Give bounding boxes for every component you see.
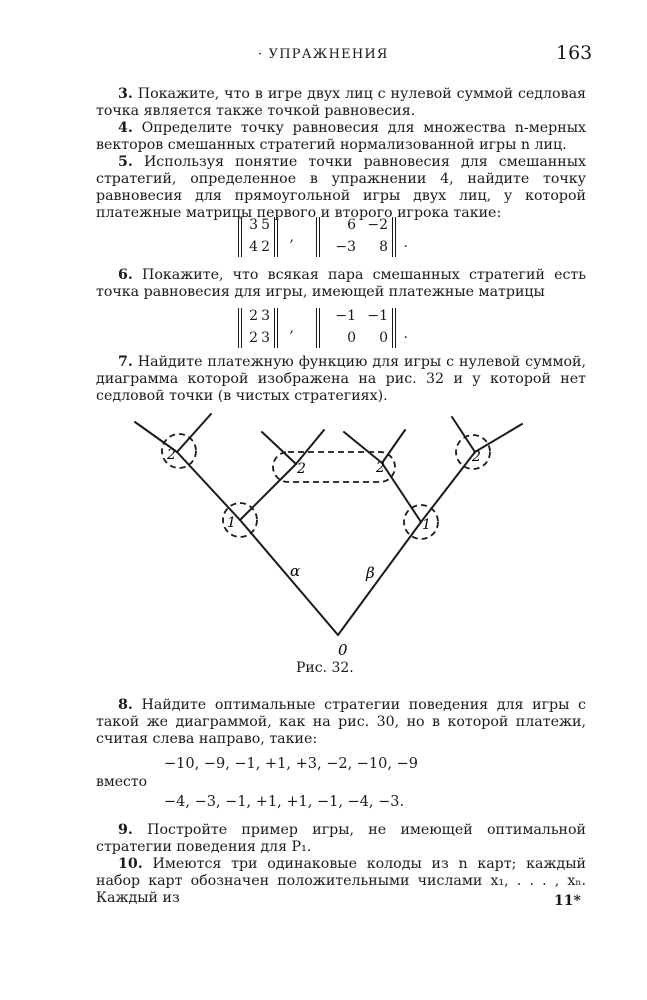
leaf-edge-3 xyxy=(262,432,296,464)
inner-left-label: 2 xyxy=(297,461,306,477)
exercise-4: 4. Определите точку равновесия для множества n-мерных векторов смешанных стратегий нормализованной игры n лиц. xyxy=(96,120,586,153)
inner-right-label: 2 xyxy=(376,460,385,476)
leaf-edge-4 xyxy=(296,430,324,464)
edge-alpha xyxy=(240,520,338,635)
exercises-9-10 xyxy=(96,822,586,907)
exercise-10: 10. Имеются три одинаковые колоды из n карт; каждый набор карт обозначен положительными числами x₁, . . . , xₙ. Каждый из xyxy=(96,856,586,906)
running-header: · УПРАЖНЕНИЯ xyxy=(258,47,389,62)
edge-beta xyxy=(338,522,421,635)
exercise-6: 6. Покажите, что всякая пара смешанных стратегий есть точка равновесия для игры, имеющей платежные матрицы xyxy=(96,267,586,300)
edge-right-outer xyxy=(421,452,475,522)
edge-right-inner xyxy=(382,463,421,522)
leaf-edge-2 xyxy=(177,414,211,452)
leaf-edge-6 xyxy=(382,430,405,463)
page-number: 163 xyxy=(556,42,593,64)
exercise-5: 5. Используя понятие точки равновесия для смешанных стратегий, определенное в упражнении 4, найдите точку равновесия для прямоугольной игры двух лиц, у которой платежные матрицы первого и второго игрока такие: xyxy=(96,154,586,221)
edge-left-inner xyxy=(240,464,296,520)
figure-caption: Рис. 32. xyxy=(296,660,354,676)
exercise-9: 9. Постройте пример игры, не имеющей оптимальной стратегии поведения для P₁. xyxy=(96,822,586,855)
root-label: 0 xyxy=(338,641,348,659)
leaf-edge-8 xyxy=(475,424,522,452)
edge-left-outer xyxy=(177,452,240,520)
leaf-edge-7 xyxy=(452,417,475,452)
instead-word: вместо xyxy=(96,774,148,790)
payoffs-new: −10, −9, −1, +1, +3, −2, −10, −9 xyxy=(164,756,418,772)
beta-label: β xyxy=(366,564,375,582)
exercise-8-block xyxy=(96,697,586,748)
alpha-label: α xyxy=(290,562,301,580)
exercise-7: 7. Найдите платежную функцию для игры с нулевой суммой, диаграмма которой изображена на рис. 32 и у которой нет седловой точки (в чистых стратегиях). xyxy=(96,354,587,404)
exercise-3: 3. Покажите, что в игре двух лиц с нулевой суммой седловая точка является также точкой равновесия. xyxy=(96,86,586,119)
signature-mark: 11* xyxy=(554,893,581,909)
outer-left-label: 2 xyxy=(167,447,176,463)
payoffs-old: −4, −3, −1, +1, +1, −1, −4, −3. xyxy=(164,794,405,810)
book-page: · УПРАЖНЕНИЯ 163 3. Покажите, что в игре двух лиц с нулевой суммой седловая точка является также точкой равновесия. 4. Определите точку равновесия для множества n-мерных векторов смешанных стратегий нормализованной игры n лиц. 5. Используя понятие точки равновесия для смешанных стратегий, определенное в упражнении 4, найдите точку равновесия для прямоугольной игры двух лиц, у которой платежные матрицы первого и второго игрока такие: 3 5 4 2 , 6 −2 −3 8 . 6. Покажите, что всякая пара смешанных стратегий есть точка равновесия для игры, имеющей платежные матрицы 2 3 2 3 , −1 −1 0 0 . 7. Найдите платежную функцию для игры с нулевой суммой, диаграмма которой изображена на рис. 32 и у которой нет седловой точки (в чистых стратегиях). 0 α β 1 1 2 2 2 2 Рис. 32. 8. Найдите оптимальные стратегии поведения для игры с такой же диаграммой, как на рис. 30, но в которой платежи, считая слева направо, такие: −10, −9, −1, +1, +3, −2, −10, −9 вместо −4, −3, −1, +1, +1, −1, −4, −3. 9. Постройте пример игры, не имеющей оптимальной стратегии поведения для P₁. 10. Имеются три одинаковые колоды из n карт; каждый набор карт обозначен положительными числами x₁, . . . , xₙ. Каждый из 11* xyxy=(0,0,647,1000)
outer-right-label: 2 xyxy=(472,449,481,465)
leaf-edge-5 xyxy=(344,432,382,463)
right-node-label: 1 xyxy=(422,517,431,533)
exercise-8: 8. Найдите оптимальные стратегии поведения для игры с такой же диаграммой, как на рис. 30, но в которой платежи, считая слева направо, такие: xyxy=(96,697,586,747)
left-node-label: 1 xyxy=(227,515,236,531)
